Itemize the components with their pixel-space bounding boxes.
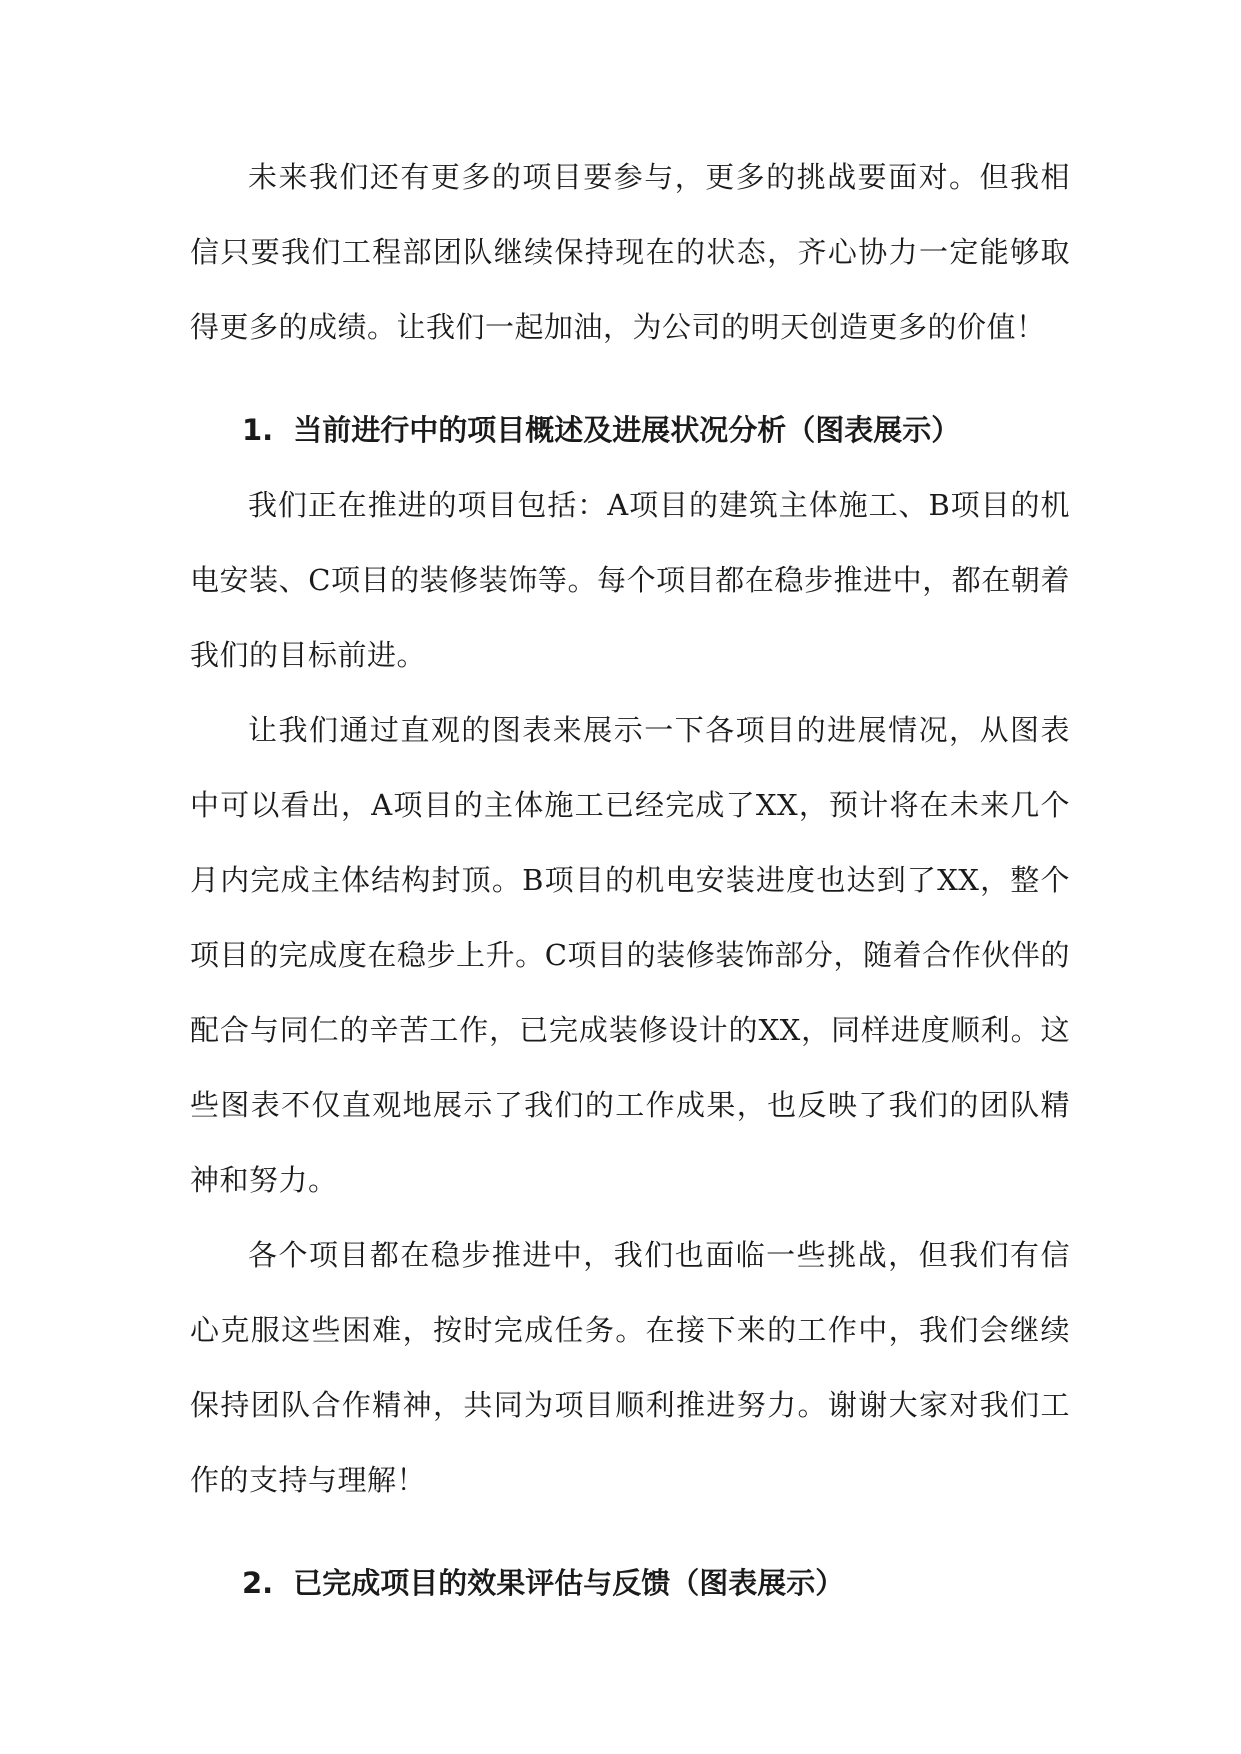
- section-number: 2.: [242, 1566, 274, 1600]
- section-title: 当前进行中的项目概述及进展状况分析（图表展示）: [293, 413, 961, 447]
- spacer: [190, 365, 1070, 393]
- section-number: 1.: [242, 413, 274, 447]
- spacer: [190, 1518, 1070, 1546]
- paragraph-future-outlook: 未来我们还有更多的项目要参与，更多的挑战要面对。但我相信只要我们工程部团队继续保持现在的状态，齐心协力一定能够取得更多的成绩。让我们一起加油，为公司的明天创造更多的价值！: [190, 160, 1070, 344]
- paragraph-progress-charts: 让我们通过直观的图表来展示一下各项目的进展情况，从图表中可以看出，A项目的主体施工已经完成了XX，预计将在未来几个月内完成主体结构封顶。B项目的机电安装进度也达到了XX，整个项目的完成度在稳步上升。C项目的装修装饰部分，随着合作伙伴的配合与同仁的辛苦工作，已完成装修设计的XX，同样进度顺利。这些图表不仅直观地展示了我们的工作成果，也反映了我们的团队精神和努力。: [190, 713, 1070, 1197]
- paragraph-challenges: 各个项目都在稳步推进中，我们也面临一些挑战，但我们有信心克服这些困难，按时完成任务。在接下来的工作中，我们会继续保持团队合作精神，共同为项目顺利推进努力。谢谢大家对我们工作的支持与理解！: [190, 1238, 1070, 1497]
- section-heading-2: [190, 1546, 1070, 1621]
- section-heading-1: [190, 393, 1070, 468]
- section-title: 已完成项目的效果评估与反馈（图表展示）: [293, 1566, 845, 1600]
- paragraph-current-projects: 我们正在推进的项目包括：A项目的建筑主体施工、B项目的机电安装、C项目的装修装饰等。每个项目都在稳步推进中，都在朝着我们的目标前进。: [190, 488, 1070, 672]
- document-page: [190, 140, 1070, 1621]
